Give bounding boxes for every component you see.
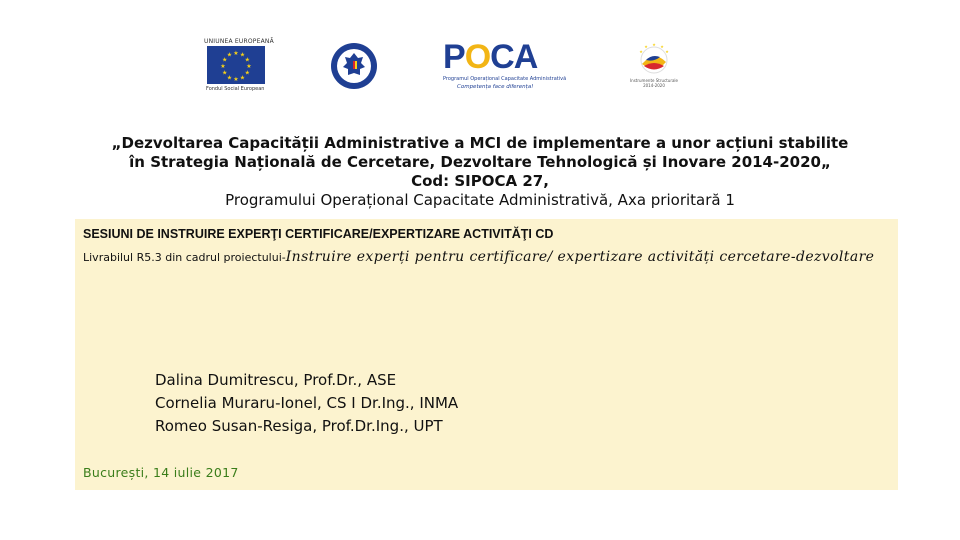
deliverable-title: Instruire experți pentru certificare/ expertizare activități cercetare-dezvoltare [285, 249, 875, 265]
svg-text:★: ★ [233, 76, 239, 83]
deliverable-prefix: Livrabilul R5.3 din cadrul proiectului- [83, 251, 286, 264]
svg-text:★: ★ [233, 50, 239, 57]
svg-text:★: ★ [639, 49, 643, 54]
government-seal-icon [330, 42, 378, 90]
government-logo [330, 42, 378, 90]
eu-flag-icon [207, 46, 265, 84]
poca-subtitle: Programul Operațional Capacitate Administrativă [443, 76, 567, 82]
title-line-1: „Dezvoltarea Capacității Administrative a MCI de implementare a unor acțiuni stabilite [111, 134, 849, 152]
svg-text:★: ★ [246, 63, 252, 70]
svg-text:★: ★ [226, 51, 233, 59]
poca-letter-o: O [464, 38, 491, 76]
title-code: Cod: SIPOCA 27, [411, 172, 549, 190]
project-title [80, 134, 880, 210]
structural-instruments-icon [626, 40, 682, 78]
poca-letter-a: A [513, 38, 538, 76]
structural-caption-line1: Instrumente Structurale [630, 78, 678, 83]
author-1: Dalina Dumitrescu, Prof.Dr., ASE [155, 371, 397, 389]
svg-text:★: ★ [226, 74, 233, 82]
svg-text:★: ★ [220, 63, 226, 70]
svg-text:★: ★ [665, 49, 669, 54]
svg-text:★: ★ [244, 69, 250, 77]
poca-wordmark [443, 38, 537, 76]
structural-instruments-caption [626, 78, 682, 88]
authors-list [155, 369, 458, 438]
poca-logo [443, 38, 565, 94]
title-program: Programului Operațional Capacitate Administrativă, Axa prioritară 1 [225, 191, 735, 209]
svg-text:★: ★ [660, 44, 664, 49]
title-line-2: în Strategia Națională de Cercetare, Dezvoltare Tehnologică și Inovare 2014-2020„ [129, 153, 831, 171]
structural-caption-line2: 2014-2020 [643, 83, 665, 88]
svg-text:★: ★ [239, 74, 246, 82]
eu-top-caption: UNIUNEA EUROPEANĂ [204, 38, 274, 45]
svg-text:★: ★ [652, 42, 656, 47]
poca-letter-c: C [490, 38, 514, 76]
structural-instruments-logo [626, 40, 682, 92]
place-date: București, 14 iulie 2017 [83, 465, 239, 480]
author-2: Cornelia Muraru-Ionel, CS I Dr.Ing., INMA [155, 394, 459, 412]
svg-text:★: ★ [222, 56, 228, 64]
session-heading: SESIUNI DE INSTRUIRE EXPERŢI CERTIFICARE/EXPERTIZARE ACTIVITĂŢI CD [83, 227, 554, 241]
svg-text:★: ★ [244, 56, 250, 64]
poca-letter-p: P [443, 38, 465, 76]
svg-text:★: ★ [222, 69, 228, 77]
svg-text:★: ★ [644, 44, 648, 49]
eu-bottom-caption: Fondul Social European [206, 86, 265, 92]
deliverable-line [83, 247, 883, 268]
logo-bar [0, 0, 960, 110]
svg-text:★: ★ [239, 51, 246, 59]
content-box [75, 219, 898, 490]
eu-logo [204, 38, 274, 94]
author-3: Romeo Susan-Resiga, Prof.Dr.Ing., UPT [155, 417, 443, 435]
poca-slogan: Competența face diferența! [457, 84, 534, 90]
